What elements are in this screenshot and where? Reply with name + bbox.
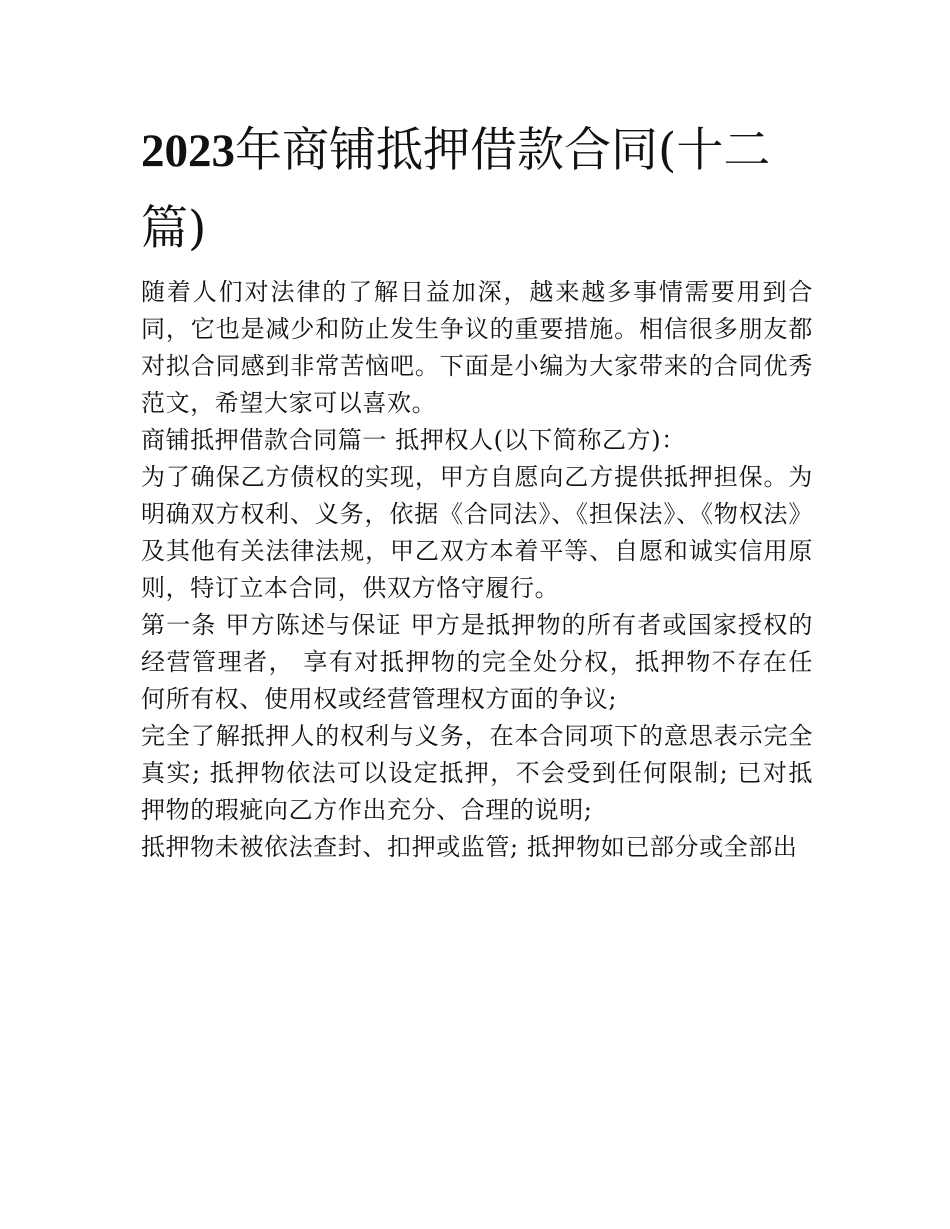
paragraph-purpose: 为了确保乙方债权的实现，甲方自愿向乙方提供抵押担保。为明确双方权利、义务，依据《合同法》、《担保法》、《物权法》及其他有关法律法规，甲乙双方本着平等、自愿和诚实信用原则，特订立本合同，供双方恪守履行。 xyxy=(141,463,813,602)
paragraph-rights: 完全了解抵押人的权利与义务，在本合同项下的意思表示完全真实; 抵押物依法可以设定抵押，不会受到任何限制; 已对抵押物的瑕疵向乙方作出充分、合理的说明; xyxy=(141,722,813,824)
paragraph-seizure: 抵押物未被依法查封、扣押或监管; 抵押物如已部分或全部出 xyxy=(141,833,798,861)
document-title xyxy=(141,112,813,268)
document-page xyxy=(141,112,813,866)
paragraph-section-heading: 商铺抵押借款合同篇一 抵押权人(以下简称乙方)： xyxy=(141,426,686,454)
paragraph-intro: 随着人们对法律的了解日益加深，越来越多事情需要用到合同，它也是减少和防止发生争议的重要措施。相信很多朋友都对拟合同感到非常苦恼吧。下面是小编为大家带来的合同优秀范文，希望大家可以喜欢。 xyxy=(141,278,813,417)
paragraph-article-one: 第一条 甲方陈述与保证 甲方是抵押物的所有者或国家授权的经营管理者， 享有对抵押物的完全处分权，抵押物不存在任何所有权、使用权或经营管理权方面的争议; xyxy=(141,611,813,713)
title-year: 2023 xyxy=(141,125,235,177)
title-text: 年商铺抵押借款合同(十二篇) xyxy=(141,123,771,256)
document-body xyxy=(141,274,813,866)
